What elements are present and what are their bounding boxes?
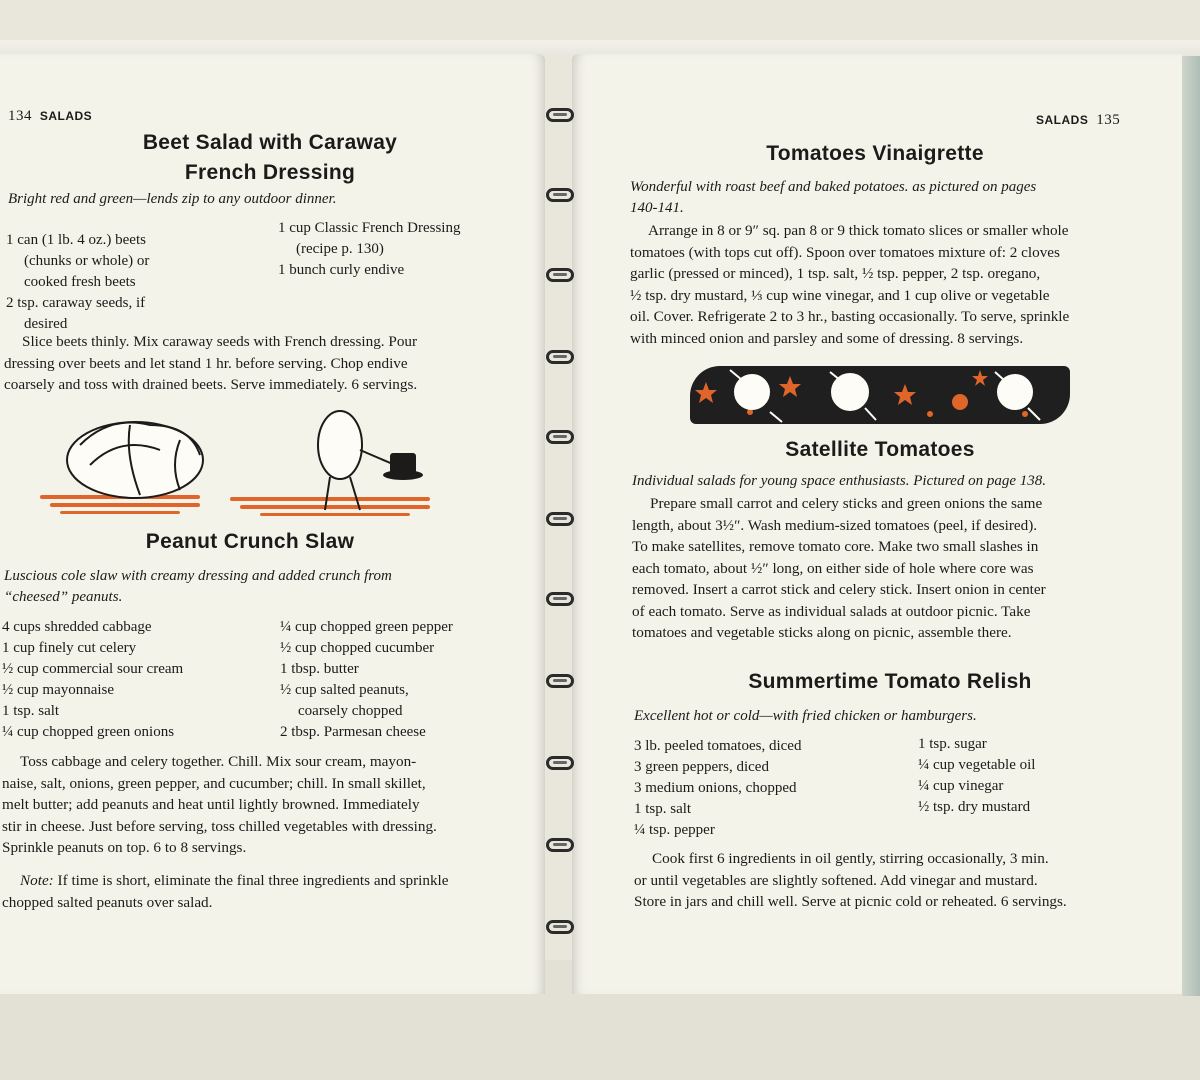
recipe-directions: Toss cabbage and celery together. Chill. Mix sour cream, mayon- naise, salt, onions, green pepper, and cucumber; chill. In small skillet, melt butter; add peanuts and heat until lightly browned. Immediately stir in cheese. Just before serving, toss chilled vegetables with dressing. Sprinkle peanuts on top. 6 to 8 servings. [2,753,437,856]
cabbage-peanut-illustration [30,405,500,525]
recipe-title-tomato-relish: Summertime Tomato Relish [748,670,1032,693]
recipe-directions: Slice beets thinly. Mix caraway seeds with French dressing. Pour dressing over beets and let stand 1 hr. before serving. Chop endive coarsely and toss with drained beets. Serve immediately. 6 servings. [4,333,418,393]
page-number: 135 [1096,112,1121,128]
satellite-illustration [690,362,1070,428]
recipe-title-tomatoes-vinaigrette: Tomatoes Vinaigrette [766,142,984,165]
spiral-ring [546,674,574,688]
recipe-note: Note: If time is short, eliminate the final three ingredients and sprinkle chopped salted peanuts over salad. [2,872,449,911]
book-cover-edge [1182,56,1200,996]
spiral-ring [546,108,574,122]
spiral-ring [546,756,574,770]
spiral-ring [546,920,574,934]
ingredient-list-right: 1 tsp. sugar ¼ cup vegetable oil ¼ cup vinegar ½ tsp. dry mustard [918,736,1036,815]
ingredient-list-left: 3 lb. peeled tomatoes, diced 3 green peppers, diced 3 medium onions, chopped 1 tsp. salt ¼ tsp. pepper [634,738,802,838]
recipe-directions: Arrange in 8 or 9″ sq. pan 8 or 9 thick tomato slices or smaller whole tomatoes (with tops cut off). Spoon over tomatoes mixture of: 2 cloves garlic (pressed or minced), 1 tsp. salt, ½ tsp. pepper, 2 tsp. oregano, ½ tsp. dry mustard, ⅓ cup wine vinegar, and 1 cup olive or vegetable oil. Cover. Refrigerate 2 to 3 hr., basting occasionally. To serve, sprinkle with minced onion and parsley and some of dressing. 8 servings. [630,222,1070,347]
recipe-directions: Prepare small carrot and celery sticks and green onions the same length, about 3½″. Wash medium-sized tomatoes (peel, if desired). To make satellites, remove tomato core. Make two small slashes in each tomato, about ½″ long, on either side of hole where core was removed. Insert a carrot stick and celery stick. Insert onion in center of each tomato. Serve as individual salads at outdoor picnic. Take tomatoes and vegetable sticks along on picnic, assemble there. [632,495,1046,641]
recipe-title-beet-salad: Beet Salad with Caraway French Dressing [142,131,398,184]
recipe-directions: Cook first 6 ingredients in oil gently, stirring occasionally, 3 min. or until vegetables are slightly softened. Add vinegar and mustard. Store in jars and chill well. Serve at picnic cold or reheated. 6 servings. [634,850,1067,910]
recipe-title-satellite-tomatoes: Satellite Tomatoes [785,438,975,461]
recipe-intro: Bright red and green—lends zip to any outdoor dinner. [8,191,337,207]
ingredient-list-left: 1 can (1 lb. 4 oz.) beets (chunks or whole) or cooked fresh beets 2 tsp. caraway seeds, if desired [6,232,150,332]
spiral-ring [546,512,574,526]
left-page-header [8,108,92,125]
spiral-ring [546,350,574,364]
section-label: SALADS [1036,113,1089,127]
spiral-ring [546,838,574,852]
right-page-header [1036,112,1120,129]
page-number: 134 [8,108,32,124]
recipe-intro: Individual salads for young space enthusiasts. Pictured on page 138. [632,473,1046,489]
ingredient-list-right: 1 cup Classic French Dressing (recipe p. 130) 1 bunch curly endive [278,220,461,278]
recipe-intro: Luscious cole slaw with creamy dressing and added crunch from “cheesed” peanuts. [4,568,392,605]
ingredient-list-left: 4 cups shredded cabbage 1 cup finely cut celery ½ cup commercial sour cream ½ cup mayonnaise 1 tsp. salt ¼ cup chopped green onions [2,619,184,740]
spiral-ring [546,188,574,202]
recipe-title-peanut-slaw: Peanut Crunch Slaw [145,530,355,553]
spiral-ring [546,430,574,444]
recipe-intro: Wonderful with roast beef and baked potatoes. as pictured on pages 140-141. [630,179,1037,216]
spiral-ring [546,268,574,282]
spiral-ring [546,592,574,606]
recipe-intro: Excellent hot or cold—with fried chicken or hamburgers. [634,708,977,724]
ingredient-list-right: ¼ cup chopped green pepper ½ cup chopped cucumber 1 tbsp. butter ½ cup salted peanuts, coarsely chopped 2 tbsp. Parmesan cheese [280,619,453,740]
section-label: SALADS [39,109,93,123]
